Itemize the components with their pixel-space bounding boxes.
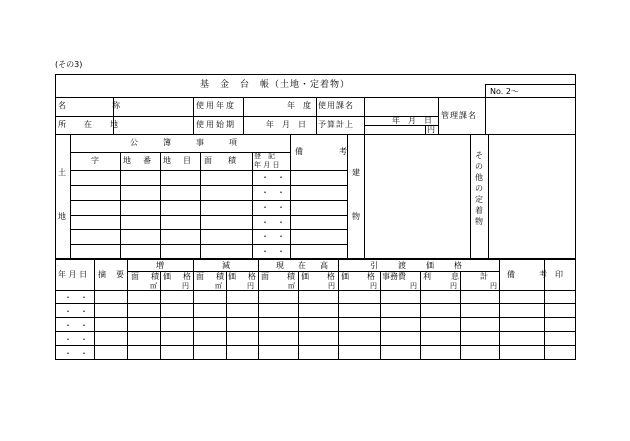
v-316: [316, 97, 317, 134]
col-menseki: 面 積: [204, 156, 240, 165]
rule-244: [70, 244, 347, 245]
v-b226: [226, 271, 227, 360]
col-aza: 字: [91, 156, 99, 165]
inc-price-unit: 円: [182, 282, 189, 290]
dot-row-6: ・ ・: [261, 247, 285, 256]
v-b160: [160, 271, 161, 360]
col-bikou: 備 考: [295, 147, 361, 156]
use-year-label: 使用年度: [196, 101, 236, 110]
v-160: [160, 152, 161, 259]
increase-label: 増: [156, 261, 164, 270]
col-touki-ymd: 年 月 日: [254, 161, 280, 169]
use-start-ymd: 年 月 日: [266, 120, 306, 129]
date-dot-2: ・ ・: [64, 307, 88, 316]
v-488: [488, 134, 489, 259]
date-dot-3: ・ ・: [64, 321, 88, 330]
public-record-label: 公 簿 事 項: [130, 138, 240, 147]
v-200: [200, 152, 201, 259]
seal-label: 印: [555, 270, 563, 279]
date-dot-5: ・ ・: [64, 349, 88, 358]
rule-345: [55, 345, 576, 346]
interest-unit: 円: [450, 282, 457, 290]
summary-label: 摘 要: [98, 270, 125, 279]
col-chiban: 地 番: [123, 156, 153, 165]
tr-price-label: 価 格: [341, 272, 380, 281]
location-label: 所 在 地: [58, 120, 123, 129]
v-425: [425, 125, 426, 134]
inc-area-unit: ㎡: [150, 282, 157, 290]
rule-303: [55, 303, 576, 304]
v-290: [290, 134, 291, 259]
use-start-label: 使用始期: [196, 120, 236, 129]
year-label: 年 度: [287, 101, 311, 110]
budget-yen: 円: [427, 125, 435, 134]
v-b298: [298, 271, 299, 360]
budget-label: 予算計上: [318, 120, 354, 129]
v-243: [243, 97, 244, 134]
v-470: [470, 134, 471, 259]
dot-row-4: ・ ・: [261, 218, 285, 227]
land-label-1: 土: [58, 168, 66, 177]
v-120: [120, 152, 121, 259]
v-b127: [127, 259, 128, 360]
tr-price-unit: 円: [370, 282, 377, 290]
rule-317: [55, 317, 576, 318]
rule-185: [70, 185, 347, 186]
date-dot-1: ・ ・: [64, 293, 88, 302]
building-label-2: 物: [352, 212, 360, 221]
v-364b: [364, 134, 365, 259]
dec-area-label: 面 積: [196, 272, 226, 281]
v-b460: [460, 271, 461, 360]
total-unit: 円: [490, 282, 497, 290]
cur-price-unit: 円: [328, 282, 335, 290]
bottom-ymd-label: 年 月 日: [58, 270, 88, 279]
office-fee-unit: 円: [410, 282, 417, 290]
number-box-top: [485, 84, 576, 85]
dot-row-3: ・ ・: [261, 203, 285, 212]
page-title: 基 金 台 帳（土地・定着物）: [200, 80, 351, 90]
transfer-label: 引 渡 価 格: [370, 261, 468, 270]
current-label: 現 在 高: [276, 261, 331, 270]
v-b258: [258, 259, 259, 360]
page-note: (その3): [55, 60, 83, 69]
v-252: [252, 152, 253, 259]
rule-215: [70, 215, 347, 216]
cur-area-label: 面 積: [261, 272, 300, 281]
land-label-2: 地: [58, 212, 66, 221]
cur-area-unit: ㎡: [288, 282, 295, 290]
v-b499: [499, 259, 500, 360]
dec-price-unit: 円: [247, 282, 254, 290]
dot-row-1: ・ ・: [261, 173, 285, 182]
col-chimoku: 地 目: [163, 156, 193, 165]
rule-170: [70, 170, 347, 171]
number-label: No. 2〜: [490, 87, 519, 96]
v-b380: [380, 271, 381, 360]
other-fixtures-label: そ の 他 の 定 着 物: [475, 151, 483, 226]
col-touki: 登 記: [254, 152, 275, 160]
mgmt-section-label: 管理課名: [441, 111, 477, 120]
dec-area-unit: ㎡: [215, 282, 222, 290]
dot-row-5: ・ ・: [261, 232, 285, 241]
building-label-1: 建: [352, 168, 360, 177]
rule-331: [55, 331, 576, 332]
inc-area-label: 面 積: [131, 272, 161, 281]
budget-ymd: 年 月 日: [392, 116, 432, 125]
rule-290: [55, 290, 576, 291]
cur-price-label: 価 格: [301, 272, 340, 281]
dot-row-2: ・ ・: [261, 188, 285, 197]
v-193: [193, 97, 194, 134]
decrease-label: 減: [222, 261, 230, 270]
v-b193: [193, 259, 194, 360]
interest-label: 利 息: [423, 272, 465, 281]
rule-200: [70, 200, 347, 201]
date-dot-4: ・ ・: [64, 335, 88, 344]
v-364: [364, 97, 365, 134]
total-label: 計: [480, 272, 488, 281]
v-438: [438, 97, 439, 134]
remarks-label: 備 考: [507, 270, 555, 279]
number-box-left: [485, 84, 486, 97]
inc-price-label: 価 格: [163, 272, 193, 281]
v-b420: [420, 271, 421, 360]
dec-price-label: 価 格: [228, 272, 258, 281]
office-fee-label: 事務費: [382, 272, 406, 281]
v-b94: [94, 259, 95, 360]
v-485: [485, 97, 486, 134]
name-label: 名 称: [58, 101, 130, 110]
rule-134: [55, 134, 576, 135]
use-section-label: 使用課名: [318, 101, 354, 110]
rule-229: [70, 229, 347, 230]
